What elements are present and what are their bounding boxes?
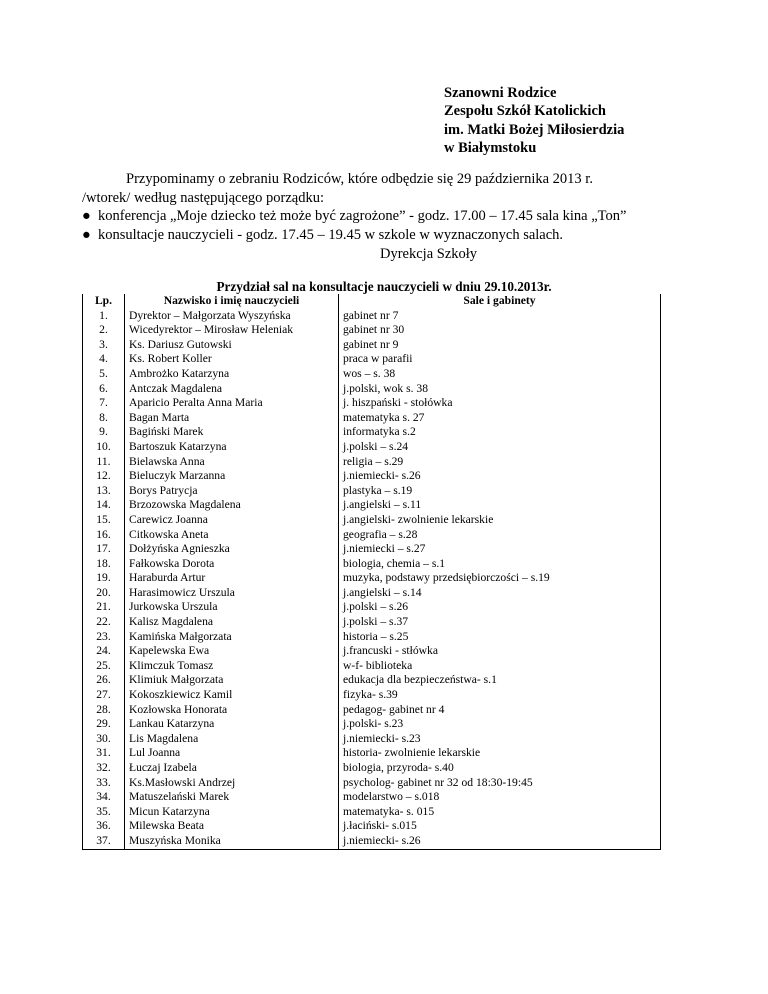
teacher-name: Lis Magdalena <box>125 732 339 747</box>
table-row <box>83 411 661 426</box>
teacher-name: Fałkowska Dorota <box>125 557 339 572</box>
table-row <box>83 309 661 324</box>
teacher-name: Klimczuk Tomasz <box>125 659 339 674</box>
room-assignment-table <box>82 294 661 850</box>
row-number: 9. <box>83 425 125 440</box>
bullet-icon: ● <box>82 208 91 225</box>
table-row <box>83 732 661 747</box>
teacher-name: Aparicio Peralta Anna Maria <box>125 396 339 411</box>
table-row <box>83 396 661 411</box>
row-number: 11. <box>83 455 125 470</box>
table-row <box>83 790 661 805</box>
room-assignment: biologia, chemia – s.1 <box>339 557 661 572</box>
teacher-name: Klimiuk Małgorzata <box>125 673 339 688</box>
table-row <box>83 323 661 338</box>
teacher-name: Bielawska Anna <box>125 455 339 470</box>
teacher-name: Ks. Robert Koller <box>125 352 339 367</box>
table-row <box>83 703 661 718</box>
addressee-block <box>444 84 624 158</box>
room-assignment: praca w parafii <box>339 352 661 367</box>
row-number: 10. <box>83 440 125 455</box>
teacher-name: Łuczaj Izabela <box>125 761 339 776</box>
row-number: 29. <box>83 717 125 732</box>
table-row <box>83 425 661 440</box>
row-number: 33. <box>83 776 125 791</box>
teacher-name: Harasimowicz Urszula <box>125 586 339 601</box>
room-assignment: j.łaciński- s.015 <box>339 819 661 834</box>
table-row <box>83 688 661 703</box>
table-row <box>83 761 661 776</box>
room-assignment: j.polski – s.37 <box>339 615 661 630</box>
row-number: 14. <box>83 498 125 513</box>
table-row <box>83 528 661 543</box>
room-assignment: modelarstwo – s.018 <box>339 790 661 805</box>
table-row <box>83 352 661 367</box>
teacher-name: Kozłowska Honorata <box>125 703 339 718</box>
row-number: 2. <box>83 323 125 338</box>
table-row <box>83 776 661 791</box>
room-assignment: psycholog- gabinet nr 32 od 18:30-19:45 <box>339 776 661 791</box>
room-assignment: j.angielski – s.11 <box>339 498 661 513</box>
row-number: 26. <box>83 673 125 688</box>
table-row <box>83 338 661 353</box>
room-assignment: plastyka – s.19 <box>339 484 661 499</box>
row-number: 20. <box>83 586 125 601</box>
teacher-name: Citkowska Aneta <box>125 528 339 543</box>
signature: Dyrekcja Szkoły <box>380 246 478 262</box>
room-assignment: religia – s.29 <box>339 455 661 470</box>
teacher-name: Antczak Magdalena <box>125 382 339 397</box>
intro-line: Przypominamy o zebraniu Rodziców, które odbędzie się 29 października 2013 r. <box>126 171 593 187</box>
room-assignment: j.francuski - stłówka <box>339 644 661 659</box>
table-row <box>83 717 661 732</box>
room-assignment: j. hiszpański - stołówka <box>339 396 661 411</box>
table-row <box>83 557 661 572</box>
room-assignment: biologia, przyroda- s.40 <box>339 761 661 776</box>
room-assignment: j.polski – s.24 <box>339 440 661 455</box>
row-number: 17. <box>83 542 125 557</box>
row-number: 35. <box>83 805 125 820</box>
room-assignment: j.angielski – s.14 <box>339 586 661 601</box>
teacher-name: Borys Patrycja <box>125 484 339 499</box>
teacher-name: Kamińska Małgorzata <box>125 630 339 645</box>
row-number: 37. <box>83 834 125 849</box>
room-assignment: j.niemiecki- s.26 <box>339 834 661 849</box>
table-row <box>83 630 661 645</box>
teacher-name: Kapelewska Ewa <box>125 644 339 659</box>
table-row <box>83 805 661 820</box>
agenda-item-text: konsultacje nauczycieli - godz. 17.45 – 19.45 w szkole w wyznaczonych salach. <box>98 226 564 243</box>
row-number: 16. <box>83 528 125 543</box>
teacher-name: Lul Joanna <box>125 746 339 761</box>
room-assignment: muzyka, podstawy przedsiębiorczości – s.19 <box>339 571 661 586</box>
room-assignment: gabinet nr 7 <box>339 309 661 324</box>
row-number: 28. <box>83 703 125 718</box>
teacher-name: Dołżyńska Agnieszka <box>125 542 339 557</box>
room-assignment: j.niemiecki- s.26 <box>339 469 661 484</box>
addressee-line: Szanowni Rodzice <box>444 85 557 101</box>
room-assignment: informatyka s.2 <box>339 425 661 440</box>
room-assignment: w-f- biblioteka <box>339 659 661 674</box>
room-assignment: gabinet nr 9 <box>339 338 661 353</box>
row-number: 12. <box>83 469 125 484</box>
teacher-name: Micun Katarzyna <box>125 805 339 820</box>
row-number: 6. <box>83 382 125 397</box>
room-assignment: fizyka- s.39 <box>339 688 661 703</box>
room-assignment: pedagog- gabinet nr 4 <box>339 703 661 718</box>
teacher-name: Bartoszuk Katarzyna <box>125 440 339 455</box>
column-header-teacher: Nazwisko i imię nauczycieli <box>125 294 339 309</box>
teacher-name: Dyrektor – Małgorzata Wyszyńska <box>125 309 339 324</box>
teacher-name: Ambrożko Katarzyna <box>125 367 339 382</box>
table-row <box>83 834 661 849</box>
table-row <box>83 659 661 674</box>
table-row <box>83 513 661 528</box>
table-header-row <box>83 294 661 309</box>
table-row <box>83 673 661 688</box>
row-number: 1. <box>83 309 125 324</box>
room-assignment: edukacja dla bezpieczeństwa- s.1 <box>339 673 661 688</box>
addressee-line: im. Matki Bożej Miłosierdzia <box>444 121 625 138</box>
row-number: 34. <box>83 790 125 805</box>
addressee-line: Zespołu Szkół Katolickich <box>444 103 606 120</box>
table-row <box>83 469 661 484</box>
row-number: 24. <box>83 644 125 659</box>
agenda-item-conference <box>82 207 702 226</box>
table-row <box>83 367 661 382</box>
table-row <box>83 600 661 615</box>
column-header-lp: Lp. <box>83 294 125 309</box>
addressee-line: w Białymstoku <box>444 140 537 157</box>
table-row <box>83 819 661 834</box>
teacher-name: Jurkowska Urszula <box>125 600 339 615</box>
teacher-name: Haraburda Artur <box>125 571 339 586</box>
table-row <box>83 498 661 513</box>
row-number: 5. <box>83 367 125 382</box>
table-row <box>83 484 661 499</box>
teacher-name: Kokoszkiewicz Kamil <box>125 688 339 703</box>
intro-line: /wtorek/ według następującego porządku: <box>82 189 324 206</box>
teacher-name: Bagan Marta <box>125 411 339 426</box>
row-number: 27. <box>83 688 125 703</box>
room-assignment: matematyka- s. 015 <box>339 805 661 820</box>
room-assignment: j.angielski- zwolnienie lekarskie <box>339 513 661 528</box>
teacher-name: Bieluczyk Marzanna <box>125 469 339 484</box>
row-number: 4. <box>83 352 125 367</box>
table-row <box>83 542 661 557</box>
row-number: 22. <box>83 615 125 630</box>
row-number: 30. <box>83 732 125 747</box>
row-number: 32. <box>83 761 125 776</box>
table-row <box>83 571 661 586</box>
room-assignment: j.polski- s.23 <box>339 717 661 732</box>
column-header-room: Sale i gabinety <box>339 294 661 309</box>
row-number: 3. <box>83 338 125 353</box>
row-number: 13. <box>83 484 125 499</box>
room-assignment: j.polski – s.26 <box>339 600 661 615</box>
table-row <box>83 382 661 397</box>
row-number: 31. <box>83 746 125 761</box>
room-assignment: gabinet nr 30 <box>339 323 661 338</box>
teacher-name: Brzozowska Magdalena <box>125 498 339 513</box>
room-assignment: j.polski, wok s. 38 <box>339 382 661 397</box>
teacher-name: Lankau Katarzyna <box>125 717 339 732</box>
table-row <box>83 644 661 659</box>
table-row <box>83 615 661 630</box>
teacher-name: Bagiński Marek <box>125 425 339 440</box>
room-assignment: matematyka s. 27 <box>339 411 661 426</box>
room-assignment: geografia – s.28 <box>339 528 661 543</box>
table-row <box>83 746 661 761</box>
room-assignment: historia – s.25 <box>339 630 661 645</box>
room-assignment: historia- zwolnienie lekarskie <box>339 746 661 761</box>
bullet-icon: ● <box>82 226 91 243</box>
intro-paragraph <box>82 170 702 244</box>
row-number: 7. <box>83 396 125 411</box>
room-assignment: j.niemiecki- s.23 <box>339 732 661 747</box>
table-row <box>83 455 661 470</box>
table-row <box>83 586 661 601</box>
teacher-name: Matuszelański Marek <box>125 790 339 805</box>
row-number: 15. <box>83 513 125 528</box>
teacher-name: Ks.Masłowski Andrzej <box>125 776 339 791</box>
room-assignment: j.niemiecki – s.27 <box>339 542 661 557</box>
row-number: 25. <box>83 659 125 674</box>
teacher-name: Carewicz Joanna <box>125 513 339 528</box>
table-row <box>83 440 661 455</box>
agenda-item-consultations <box>82 226 702 245</box>
agenda-item-text: konferencja „Moje dziecko też może być zagrożone” - godz. 17.00 – 17.45 sala kina „Ton” <box>98 208 627 225</box>
row-number: 36. <box>83 819 125 834</box>
teacher-name: Kalisz Magdalena <box>125 615 339 630</box>
row-number: 23. <box>83 630 125 645</box>
teacher-name: Wicedyrektor – Mirosław Heleniak <box>125 323 339 338</box>
row-number: 19. <box>83 571 125 586</box>
table-title: Przydział sal na konsultacje nauczycieli w dniu 29.10.2013r. <box>216 279 552 294</box>
room-assignment: wos – s. 38 <box>339 367 661 382</box>
row-number: 18. <box>83 557 125 572</box>
teacher-name: Milewska Beata <box>125 819 339 834</box>
row-number: 21. <box>83 600 125 615</box>
teacher-name: Muszyńska Monika <box>125 834 339 849</box>
row-number: 8. <box>83 411 125 426</box>
teacher-name: Ks. Dariusz Gutowski <box>125 338 339 353</box>
